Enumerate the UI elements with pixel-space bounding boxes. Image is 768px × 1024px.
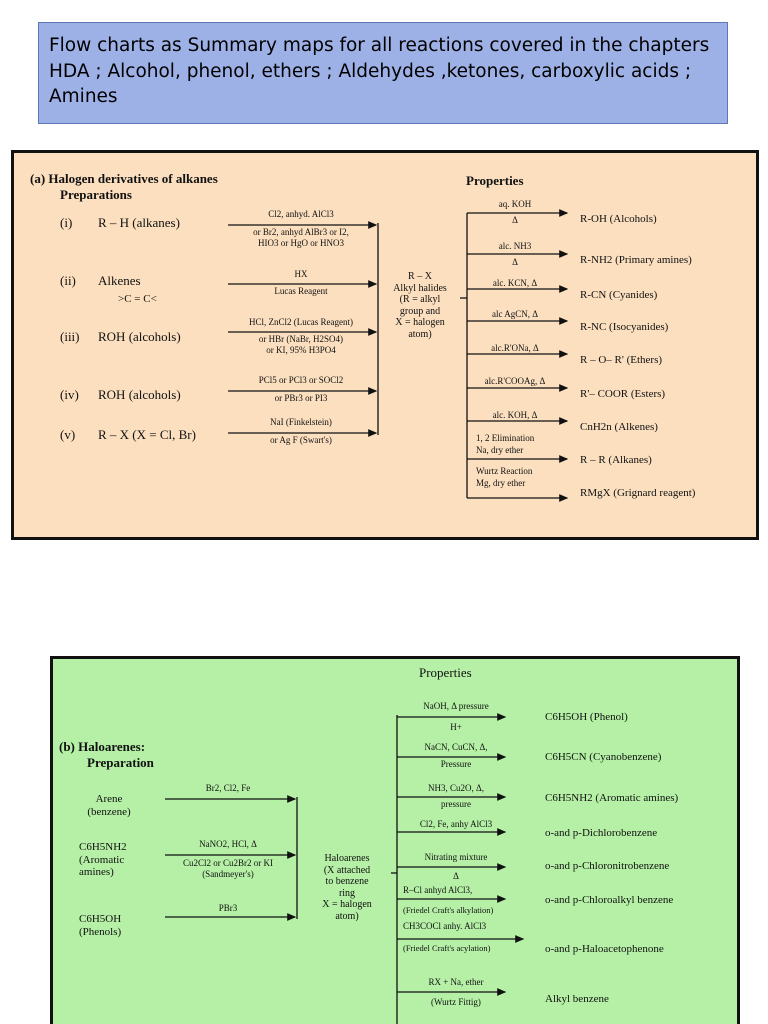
prep-reagent-top-3: HCl, ZnCl2 (Lucas Reagent) — [249, 317, 353, 327]
panel-a-properties-label: Properties — [466, 173, 524, 188]
prop-reagent-6: alc.R'COOAg, Δ — [484, 376, 546, 386]
prep-reagent-top-4: PCl5 or PCl3 or SOCl2 — [258, 375, 344, 385]
b-substrate-3-line-2: (Phenols) — [79, 925, 122, 938]
b-product-7: o-and p-Haloacetophenone — [545, 943, 664, 955]
prep-substrate-1: R – H (alkanes) — [98, 215, 180, 230]
product-5: R – O– R' (Ethers) — [580, 354, 663, 366]
b-prop-reagent-4: Cl2, Fe, anhy AlCl3 — [419, 819, 493, 829]
prep-reagent-bottom-3: or HBr (NaBr, H2SO4) — [258, 334, 344, 344]
prep-reagent-bottom2-1: HIO3 or HgO or HNO3 — [258, 238, 344, 248]
b-prop-reagent-6: R–Cl anhyd AlCl3, — [403, 885, 473, 895]
haloarenes-flowchart — [50, 656, 740, 1024]
prop-reagent-7: alc. KOH, Δ — [492, 410, 538, 420]
b-prop-reagent-5: Nitrating mixture — [424, 852, 488, 862]
product-3: R-CN (Cyanides) — [580, 289, 658, 301]
prop-reagent-5: alc.R'ONa, Δ — [491, 343, 539, 353]
prep-reagent-top-1: Cl2, anhyd. AlCl3 — [268, 209, 334, 219]
panel-b-arrows — [53, 659, 740, 1024]
b-prep-reagent-3: PBr3 — [218, 903, 238, 913]
prop-reagent2-7: 1, 2 Elimination — [476, 433, 535, 443]
b-substrate-2-line-3: amines) — [79, 866, 114, 879]
b-substrate-1-line-2: (benzene) — [87, 805, 131, 818]
center-b-line-2: (X attached — [323, 864, 371, 876]
prop-reagent-3: alc. KCN, Δ — [492, 278, 538, 288]
b-product-2: C6H5CN (Cyanobenzene) — [545, 751, 662, 763]
product-4: R-NC (Isocyanides) — [580, 321, 669, 333]
panel-b-subheading: Preparation — [87, 755, 154, 770]
product-2: R-NH2 (Primary amines) — [580, 254, 692, 266]
prop-reagent-9: Wurtz Reaction — [476, 466, 533, 476]
prop-reagent-2: alc. NH3 — [498, 241, 532, 251]
center-a-line-2: Alkyl halides — [393, 282, 447, 294]
prop-reagent2-9: Mg, dry ether — [476, 478, 526, 488]
b-prop-reagent2-2: Pressure — [440, 759, 472, 769]
b-prop-reagent-8: RX + Na, ether — [428, 977, 484, 987]
prep-reagent-bottom-1: or Br2, anhyd AlBr3 or I2, — [253, 227, 349, 237]
prop-reagent2-1: Δ — [512, 215, 518, 225]
center-a-line-3: (R = alkyl — [399, 294, 441, 305]
center-b-line-1: Haloarenes — [324, 853, 370, 864]
prep-num-4: (iv) — [60, 387, 79, 402]
halogen-derivatives-flowchart — [11, 150, 759, 540]
b-prop-reagent2-3: pressure — [441, 799, 471, 809]
product-7: CnH2n (Alkenes) — [580, 421, 658, 433]
prop-reagent-8: Na, dry ether — [476, 445, 524, 455]
prop-reagent2-2: Δ — [512, 257, 518, 267]
b-prep-reagent-2: NaNO2, HCl, Δ — [199, 839, 257, 849]
panel-a-subheading: Preparations — [60, 187, 132, 202]
product-9: RMgX (Grignard reagent) — [580, 487, 696, 499]
prep-num-1: (i) — [60, 215, 73, 230]
product-6: R'– COOR (Esters) — [580, 388, 666, 400]
prep-reagent-bottom2-3: or KI, 95% H3PO4 — [266, 345, 336, 355]
prep-reagent-top-2: HX — [294, 269, 308, 279]
b-prop-reagent2-6: (Friedel Craft's alkylation) — [403, 905, 494, 915]
b-prep-reagent-2-bottom2: (Sandmeyer's) — [202, 869, 254, 879]
center-b-line-3: to benzene — [325, 876, 369, 887]
b-prop-reagent2-8: (Wurtz Fittig) — [431, 997, 481, 1007]
center-b-line-5: X = halogen — [322, 899, 372, 910]
b-product-6: o-and p-Chloroalkyl benzene — [545, 894, 674, 906]
prep-substrate-5: R – X (X = Cl, Br) — [98, 427, 196, 442]
b-product-8: Alkyl benzene — [545, 993, 609, 1005]
b-prop-reagent-1: NaOH, Δ pressure — [423, 701, 489, 711]
center-b-line-6: atom) — [335, 910, 359, 922]
b-prop-reagent2-7: (Friedel Craft's acylation) — [403, 943, 491, 953]
page-title — [38, 22, 728, 124]
prep-reagent-bottom-2: Lucas Reagent — [274, 286, 328, 296]
panel-a-heading: (a) Halogen derivatives of alkanes — [30, 171, 218, 186]
prep-substrate-3: ROH (alcohols) — [98, 329, 181, 344]
prop-reagent-4: alc AgCN, Δ — [491, 309, 539, 319]
b-prop-reagent2-5: Δ — [453, 871, 459, 881]
b-product-4: o-and p-Dichlorobenzene — [545, 827, 658, 839]
b-prop-reagent2-1: H+ — [450, 722, 462, 732]
b-product-1: C6H5OH (Phenol) — [545, 711, 628, 723]
prep-substrate-2: Alkenes — [98, 273, 141, 288]
center-a-line-4: group and — [399, 305, 441, 317]
prep-num-3: (iii) — [60, 329, 80, 344]
prep-reagent-bottom-4: or PBr3 or PI3 — [274, 393, 328, 403]
b-prop-reagent-7: CH3COCl anhy. AlCl3 — [403, 921, 487, 931]
prep-num-5: (v) — [60, 427, 76, 442]
prep-num-2: (ii) — [60, 273, 76, 288]
b-substrate-3-line-1: C6H5OH — [79, 913, 122, 925]
b-product-5: o-and p-Chloronitrobenzene — [545, 860, 670, 872]
b-product-3: C6H5NH2 (Aromatic amines) — [545, 792, 679, 804]
center-b-line-4: ring — [338, 887, 356, 899]
prep-reagent-bottom-5: or Ag F (Swart's) — [270, 435, 332, 445]
b-prop-reagent-2: NaCN, CuCN, Δ, — [424, 742, 488, 752]
panel-a-arrows — [14, 153, 759, 540]
center-a-line-5: X = halogen — [395, 317, 445, 328]
b-substrate-2-line-2: (Aromatic — [79, 853, 125, 866]
product-1: R-OH (Alcohols) — [580, 213, 657, 225]
center-a-line-1: R – X — [408, 271, 432, 282]
b-prep-reagent-2-bottom: Cu2Cl2 or Cu2Br2 or KI — [183, 858, 273, 868]
prop-reagent-1: aq. KOH — [498, 199, 532, 209]
b-substrate-2-line-1: C6H5NH2 — [79, 841, 127, 853]
b-prep-reagent-1: Br2, Cl2, Fe — [205, 783, 251, 793]
panel-b-heading: (b) Haloarenes: — [59, 739, 146, 754]
prep-reagent-top-5: NaI (Finkelstein) — [270, 417, 332, 427]
prep-substrate-4: ROH (alcohols) — [98, 387, 181, 402]
panel-b-properties-label: Properties — [419, 665, 472, 680]
b-prop-reagent-3: NH3, Cu2O, Δ, — [427, 783, 485, 793]
product-8: R – R (Alkanes) — [580, 454, 652, 466]
page-title-text: Flow charts as Summary maps for all reactions covered in the chapters HDA ; Alcohol, phenol, ethers ; Aldehydes ,ketones, carboxylic acids ; Amines — [49, 35, 710, 108]
alkene-structure: >C = C< — [118, 293, 157, 305]
center-a-line-6: atom) — [408, 328, 432, 340]
b-substrate-1-line-1: Arene — [95, 793, 123, 805]
